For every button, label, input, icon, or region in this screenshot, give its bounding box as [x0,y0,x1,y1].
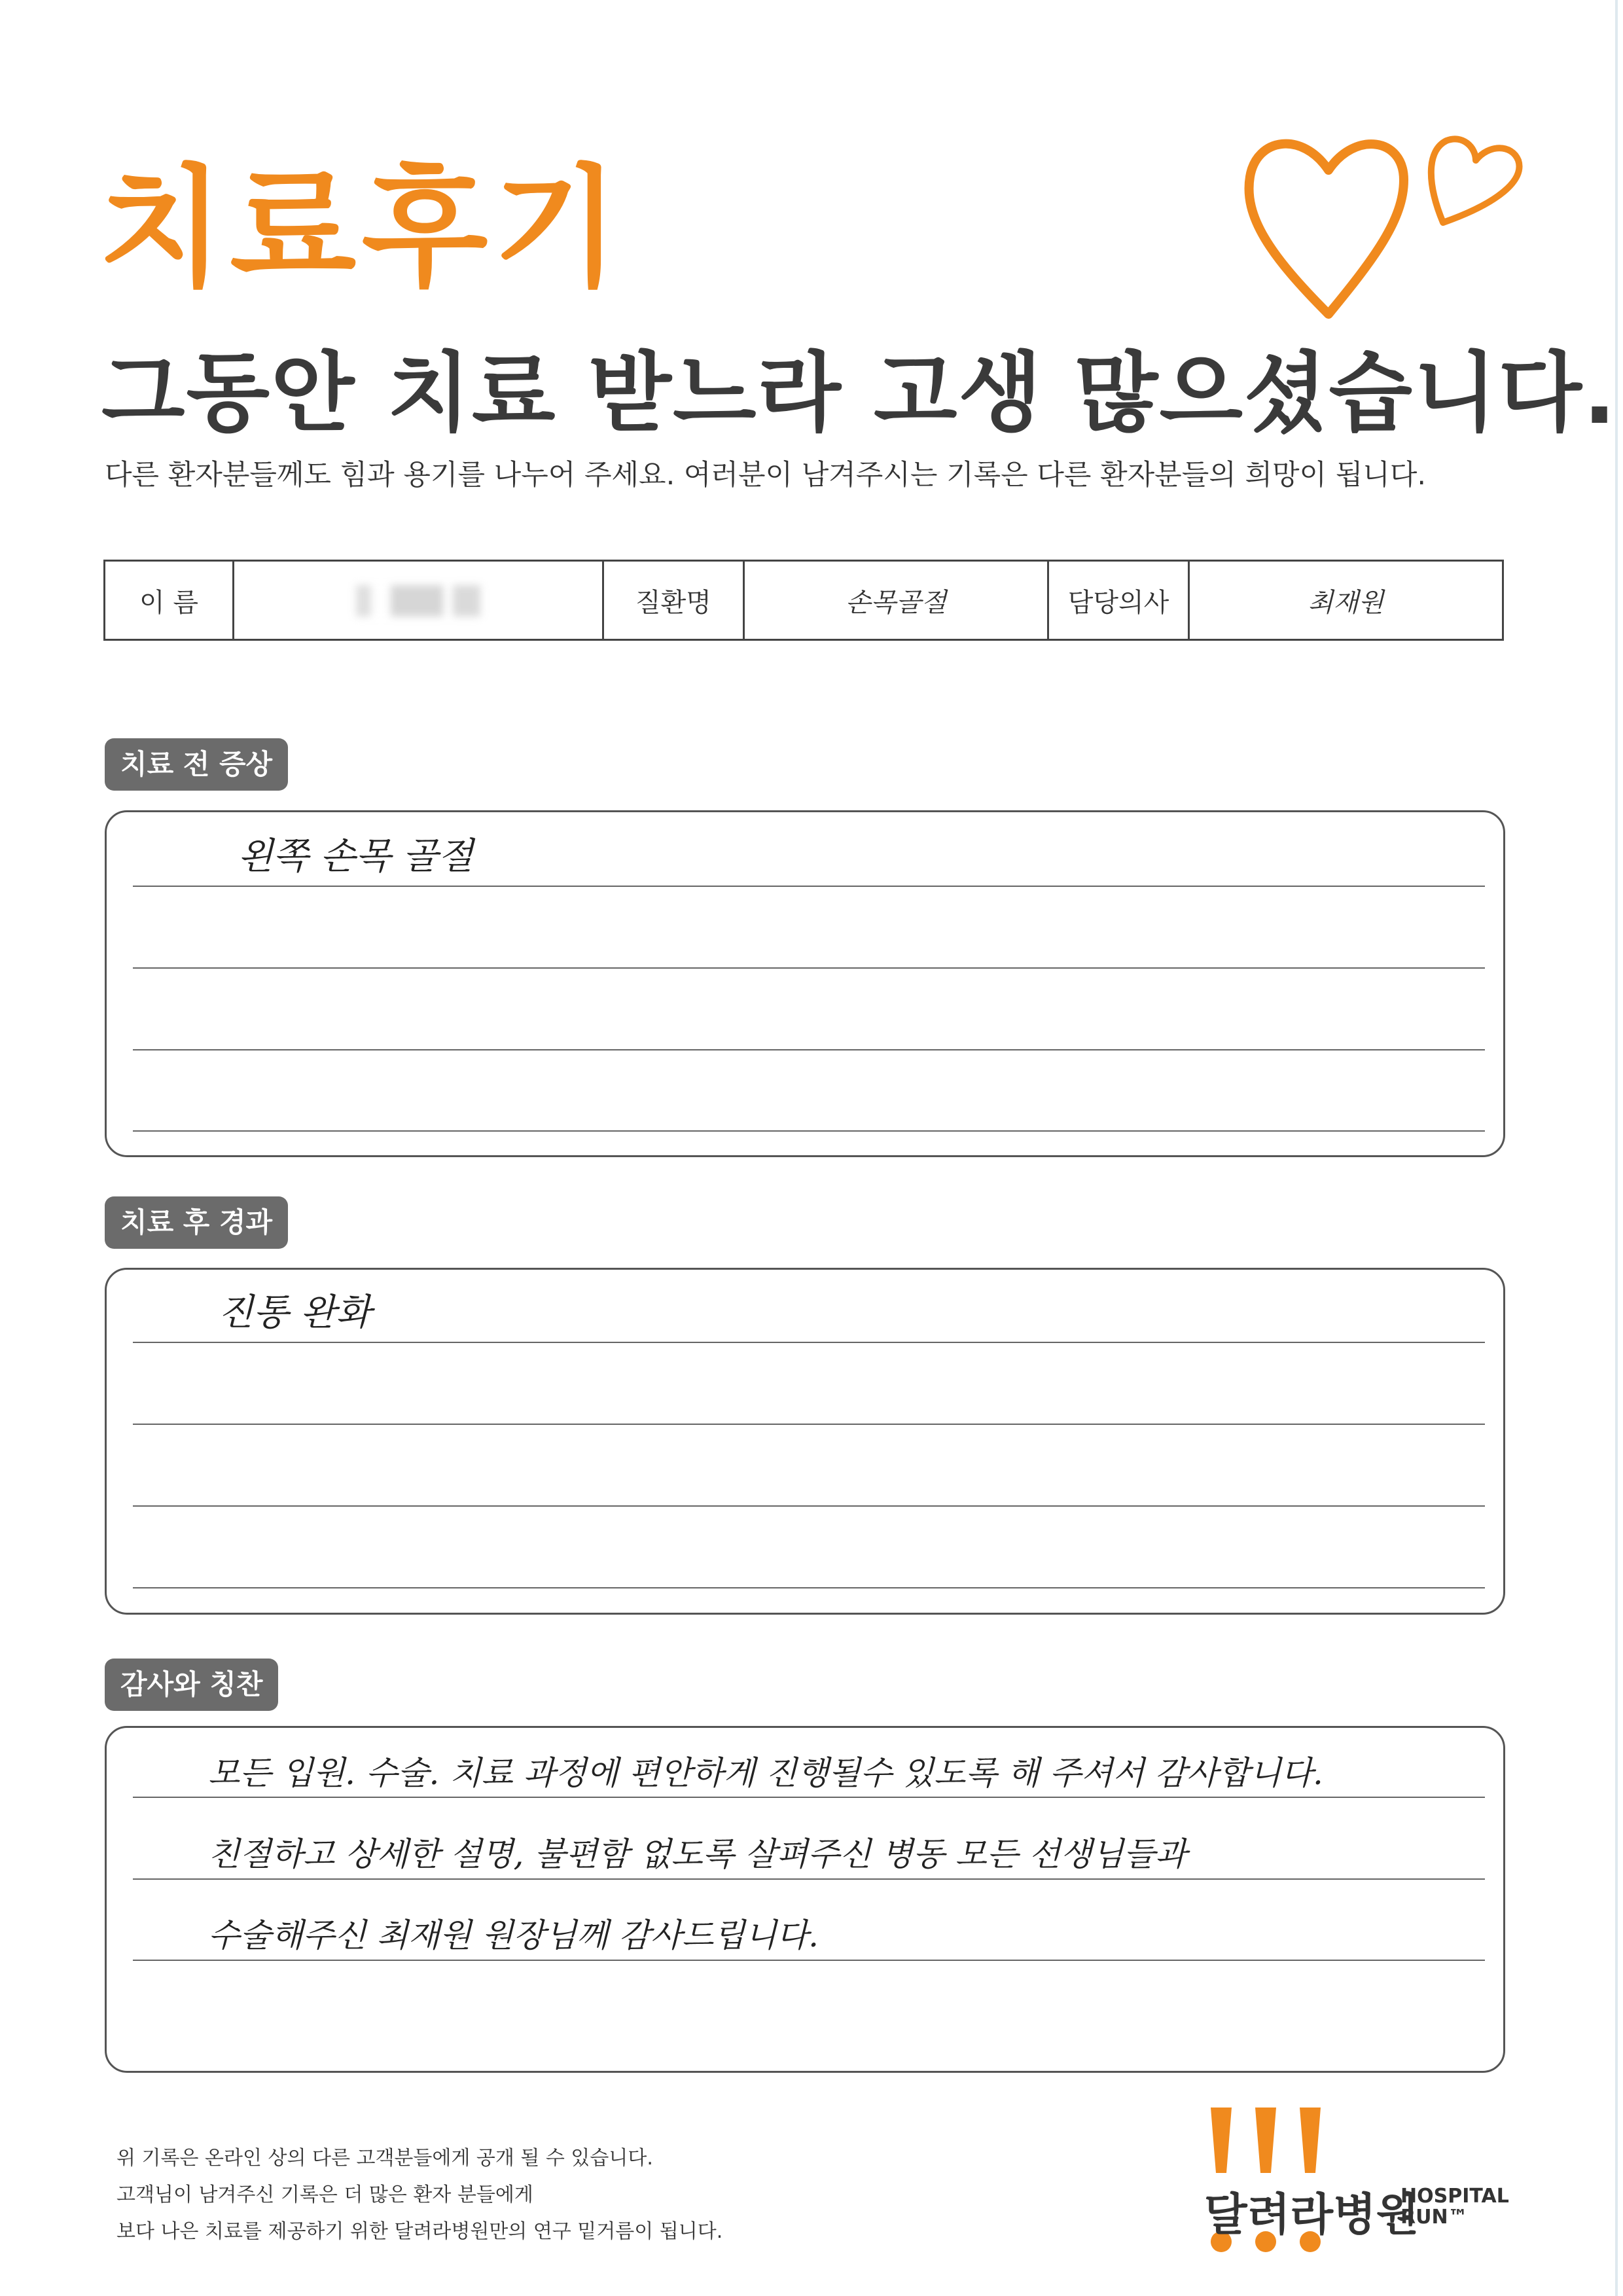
footer-line: 위 기록은 온라인 상의 다른 고객분들에게 공개 될 수 있습니다. [116,2147,653,2170]
writing-rule [133,1878,1485,1880]
disease-value: 손목골절 [744,561,1048,640]
doctor-label: 담당의사 [1048,561,1189,640]
writing-rule [133,1587,1485,1588]
footer-line: 고객님이 남겨주신 기록은 더 많은 환자 분들에게 [116,2183,533,2206]
large-heart-icon [1249,144,1404,314]
handwritten-line: 수술해주신 최재원 원장님께 감사드립니다. [208,1916,819,1954]
section-box-before [105,810,1505,1157]
section-box-thanks [105,1726,1505,2073]
logo-english-line: RUN™ [1400,2206,1468,2229]
doctor-value: 최재원 [1189,561,1503,640]
patient-info-table [103,560,1504,641]
handwritten-line: 왼쪽 손목 골절 [238,835,474,878]
section-tag-thanks: 감사와 칭찬 [105,1659,278,1711]
handwritten-line: 모든 입원. 수술. 치료 과정에 편안하게 진행될수 있도록 해 주셔서 감사합니다. [208,1754,1323,1792]
name-label: 이 름 [105,561,234,640]
logo-english-line: HOSPITAL [1400,2185,1509,2208]
section-box-after [105,1268,1505,1615]
section-tag-after: 치료 후 경과 [105,1196,288,1249]
writing-rule [133,1797,1485,1798]
disease-label: 질환명 [603,561,744,640]
redacted-name [356,585,480,617]
hearts-illustration [1230,105,1544,340]
page-title: 치료후기 [98,152,625,305]
subline: 다른 환자분들께도 힘과 용기를 나누어 주세요. 여러분이 남겨주시는 기록은 다른 환자분들의 희망이 됩니다. [105,459,1427,492]
writing-rule [133,1424,1485,1425]
name-value-redacted [234,561,603,640]
writing-rule [133,967,1485,969]
footer-notes [116,2140,722,2250]
logo-english [1400,2186,1509,2228]
footer-line: 보다 나은 치료를 제공하기 위한 달려라병원만의 연구 밑거름이 됩니다. [116,2220,723,2243]
headline: 그동안 치료 받느라 고생 많으셨습니다. [101,343,1618,444]
section-tag-before: 치료 전 증상 [105,738,288,791]
handwritten-line: 친절하고 상세한 설명, 불편함 없도록 살펴주신 병동 모든 선생님들과 [208,1835,1187,1873]
writing-rule [133,1505,1485,1507]
writing-rule [133,1342,1485,1343]
handwritten-line: 진통 완화 [218,1291,372,1334]
writing-rule [133,1049,1485,1050]
writing-rule [133,886,1485,887]
hospital-logo [1204,2101,1518,2258]
writing-rule [133,1960,1485,1961]
logo-korean: 달려라병원 [1204,2189,1419,2241]
writing-rule [133,1130,1485,1132]
small-heart-icon [1431,139,1520,223]
